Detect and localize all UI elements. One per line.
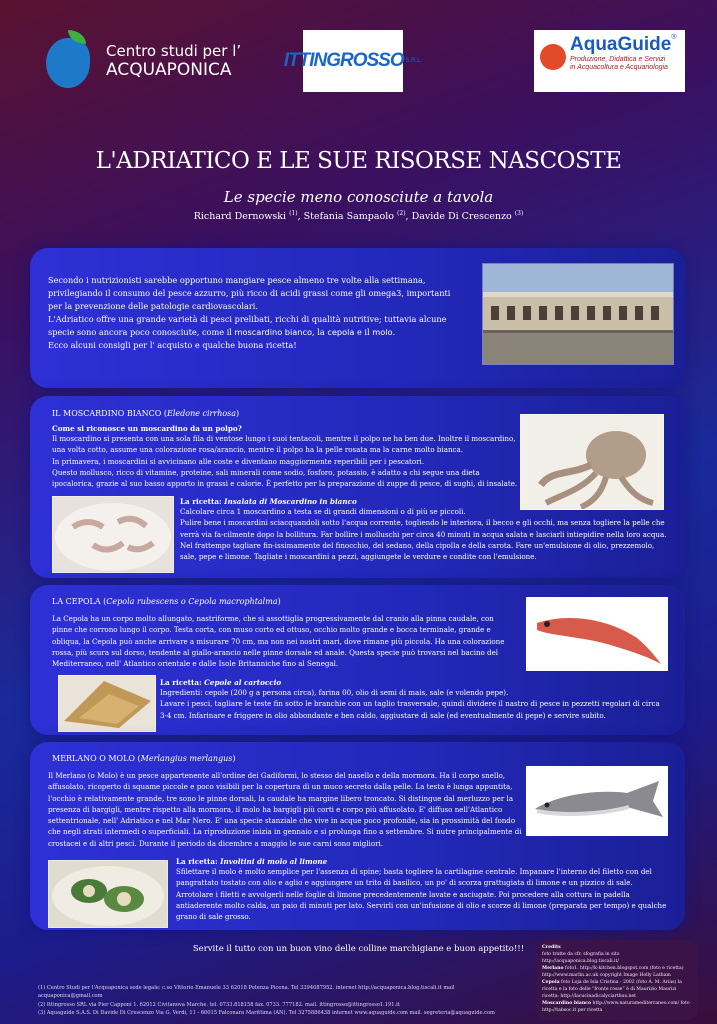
ittingrosso-logo-suffix: S.R.L. xyxy=(405,58,423,64)
aquaguide-tagline-2: in Acquacoltura e Acquariologia xyxy=(570,64,668,71)
ittingrosso-logo xyxy=(283,30,423,92)
cepola-recipe-1: Ingredienti: cepole (200 g a persona circa), farina 00, olio di semi di mais, sale (e volendo pepe). xyxy=(160,688,509,697)
moscardino-recipe xyxy=(180,497,672,562)
centro-logo-line2: ACQUAPONICA xyxy=(106,60,232,80)
credits-2 xyxy=(542,965,692,979)
merlano-recipe-name: Involtini di molo al limone xyxy=(220,857,328,866)
cepola-recipe-2: Lavare i pesci, tagliare le teste fin sotto le branchie con un taglio trasversale, quindi dividere il nastro di pesce in pezzetti regolari di circa 3-4 cm. Infarinare e friggere in olio abbondante e ben caldo, aggiustare di sale (ed eventualmente di pepe) e servire subito. xyxy=(160,699,660,720)
moscardino-recipe-2: Pulire bene i moscardini sciacquandoli sotto l'acqua corrente, togliendo le interiora, il becco e gli occhi, ma senza togliere la pelle che verrà via fa-cilmente dopo la bollitura. Far bollire i molluschi per circa 40 minuti in acqua salata e lasciarli intiepidire nella loro acqua. Nel frattempo tagliare fin-issimamente del finocchio, del sedano, della cipolla e della carota. Fare un'emulsione di olio, prezzemolo, sale, pepe e limone. Tagliate i moscardini a pezzi, aggiungete le verdure e condite con l'emulsione. xyxy=(180,518,667,562)
cepola-panel xyxy=(30,585,685,735)
merlano-photo xyxy=(526,766,668,836)
intro-highlight-cepola: cepola xyxy=(327,327,355,337)
centro-studi-logo xyxy=(40,30,245,92)
merlano-recipe xyxy=(176,857,668,922)
credits-4 xyxy=(542,1000,692,1014)
affiliation-2: (2) Ittingrosso SRL via Pier Capponi 1. 62012 Civitanova Marche. tel. 0733.818158 fax. 0733. 777182. mail. ittingrosso@ittingrosso1.191.it xyxy=(38,1001,400,1008)
moscardino-heading: IL MOSCARDINO BIANCO (Eledone cirrhosa) xyxy=(52,409,240,418)
cepola-title: LA CEPOLA xyxy=(52,597,101,606)
author-2-affiliation: (2) xyxy=(397,210,406,217)
merlano-recipe-text: Sfilettare il molo è molto semplice per l'assenza di spine; basta togliere la cartilagine centrale. Impanare l'interno del filetto con del pangrattato tostato con olio e aglio e aggiungere un trito di basilico, un po' di scorza grattugiata di limone e un pizzico di sale. Arrotolare i filetti e avvolgerli nelle foglie di limone precedentemente lavate e asciugate. Poi procedere alla cottura in padella antiaderente molto calda, un paio di minuti per lato. Servirli con un'infusione di olio e scorze di limone (preparata per tempo) e qualche grano di sale grosso. xyxy=(176,867,667,922)
credits-2-text: foto1. http://k-kitchen.blogspot.com (foto e ricetta) http://www.marlin.ac.uk copyright Image Holly Latham xyxy=(542,966,684,978)
author-1: Richard Dernowski xyxy=(193,211,287,223)
moscardino-recipe-label: La ricetta: xyxy=(180,497,222,506)
moscardino-photo xyxy=(520,414,664,510)
affiliation-3: (3) Aquaguide S.A.S. Di Davide Di Crescenzo Via G. Verdi, 11 - 60015 Falconara Marittima (AN). Tel 3275886438 internet www.aquaguide.com mail. segreteria@aquaguide.com xyxy=(38,1010,495,1017)
merlano-latin-name: Merlangius merlangus xyxy=(140,754,233,763)
fish-drop-icon xyxy=(46,38,90,88)
intro-p2-sep1: , la xyxy=(312,327,328,337)
authors-line: Richard Dernowski $^{(1)}$, Stefania Sampaolo $^{(2)}$, Davide Di Crescenzo $^{(3)}$ xyxy=(193,210,524,223)
credits-4-text: http://www.naturamediterraneo.com/ foto http://tabsoc.it per ricetta xyxy=(542,1001,690,1013)
merlano-recipe-label: La ricetta: xyxy=(176,857,218,866)
intro-highlight-moscardino: moscardino bianco xyxy=(234,327,313,337)
intro-p2-sep2: e il xyxy=(354,327,373,337)
cepola-recipe-title xyxy=(160,678,665,687)
intro-text xyxy=(48,274,466,352)
intro-paragraph-2 xyxy=(48,313,466,339)
author-3: Davide Di Crescenzo xyxy=(411,211,512,223)
intro-highlight-molo: molo xyxy=(372,327,393,337)
credits-title: Credits xyxy=(542,945,561,950)
cepola-heading: LA CEPOLA (Cepola rubescens o Cepola macrophtalma) xyxy=(52,597,281,606)
author-1-affiliation: (1) xyxy=(289,210,298,217)
moscardino-title: IL MOSCARDINO BIANCO xyxy=(52,409,162,418)
fish-market-photo xyxy=(482,263,674,365)
cepola-cartoccio-photo xyxy=(58,675,156,732)
cepola-recipe-name: Cepole al cartoccio xyxy=(204,678,282,687)
closing-line: Servite il tutto con un buon vino delle colline marchigiane e buon appetito!!! xyxy=(192,944,525,954)
moscardino-question: Come si riconosce un moscardino da un polpo? xyxy=(52,424,242,433)
affiliations xyxy=(38,984,508,1018)
cepola-body: La Cepola ha un corpo molto allungato, nastriforme, che si assottiglia progressivamente dal cranio alla pinna caudale, con pinne che corrono lungo il corpo. Testa corta, con muso corto ed ottuso, occhio molto grande e bocca terminale, grande e obliqua, la Cepola può anche arrivare a misurare 70 cm, ma non nei nostri mari, dove rimane più piccola. Ha una colorazione rossa, più scura sul dorso, tendente al giallo-arancio nelle pinne dorsale ed anale. Questa specie può trovarsi nel bacino del Mediterraneo, nell' Atlantico orientale e dalle Isole Britanniche fino al Senegal. xyxy=(52,614,505,669)
intro-p2-start: L'Adriatico offre una grande varietà di pesci prelibati, ricchi di qualità nutritive; tuttavia alcune specie sono ancora poco conosciute, come il xyxy=(48,314,447,337)
credits-2-label: Merlano xyxy=(542,966,564,971)
cepola-latin-name: Cepola rubescens o Cepola macrophtalma xyxy=(106,597,278,606)
aquaguide-registered-mark: ® xyxy=(671,34,677,41)
moscardino-panel xyxy=(30,396,685,578)
centro-logo-line1: Centro studi per l’ xyxy=(106,42,242,60)
moscardino-body-2: In primavera, i moscardini si avvicinano alle coste e diventano maggiormente reperibili per i pescatori. xyxy=(52,456,425,466)
merlano-panel xyxy=(30,742,685,930)
poster-title: L'ADRIATICO E LE SUE RISORSE NASCOSTE xyxy=(95,148,622,174)
moscardino-body xyxy=(52,424,520,489)
credits-1: foto tratte da cfr. sfografia in sito http://acquaponica.blog.tiscali.it/ xyxy=(542,952,620,964)
intro-panel xyxy=(30,248,685,388)
intro-paragraph-3: Ecco alcuni consigli per l' acquisto e qualche buona ricetta! xyxy=(48,340,297,350)
affiliation-1: (1) Centro Studi per l'Acquaponica sede legale: c.so Vittorio Emanuele 33 62018 Potenza Picena. Tel 3394087952. internet http://acquaponica.blog.tiscali.it mail acquaponica@gmail.com xyxy=(38,985,455,1000)
merlano-body: Il Merlano (o Molo) è un pesce appartenente all'ordine dei Gadiformi, lo stesso del nasello e della mormora. Ha il corpo snello, affusolato, ricoperto di squame piccole e poco visibili per la copertura di un muco secreto dalla pelle. La testa è lunga appuntita, l'occhio è relativamente grande, tre sono le pinne dorsali, la caudale ha margine libero troncato. Si distingue dal merluzzo per la presenza di bargigli, mentre rispetto alla mormora, il molo ha bargigli più corti e corpo più affusolato. E' diffuso nell'Atlantico settentrionale, nell' Adriatico e nel Mar Nero. E' una specie stanziale che vive in acque poco profonde, sia in prossimità del fondo che negli strati intermedi o superficiali. La riproduzione inizia in gennaio e si prolunga fino a settembre. Si nutre principalmente di crostacei e di altri pesci. Durante il periodo da dicembre a maggio le sue carni sono migliori. xyxy=(48,771,522,848)
aquaguide-logo xyxy=(534,30,685,92)
moscardino-recipe-title xyxy=(180,497,672,506)
credits-3 xyxy=(542,979,692,1000)
intro-paragraph-1: Secondo i nutrizionisti sarebbe opportuno mangiare pesce almeno tre volte alla settimana, privilegiando il consumo del pesce azzurro, più ricco di acidi grassi come gli omega3, importanti per la prevenzione delle patologie cardiovascolari. xyxy=(48,275,451,311)
aquaguide-logo-text: AquaGuide xyxy=(570,34,672,55)
poster-subtitle: Le specie meno conosciute a tavola xyxy=(223,188,494,206)
cepola-recipe xyxy=(160,678,665,721)
moscardino-recipe-name: Insalata di Moscardino in bianco xyxy=(224,497,357,506)
credits-box xyxy=(536,940,698,1020)
credits-3-label: Cepola xyxy=(542,980,560,985)
author-3-affiliation: (3) xyxy=(514,210,524,217)
aquaguide-tagline-1: Produzione, Didattica e Servizi xyxy=(570,56,666,63)
merlano-recipe-title xyxy=(176,857,668,866)
cepola-recipe-label: La ricetta: xyxy=(160,678,202,687)
moscardino-latin-name: Eledone cirrhosa xyxy=(167,409,237,418)
moscardino-body-1: Il moscardino si presenta con una sola fila di ventose lungo i suoi tentacoli, mentre il polpo ne ha ben due. Inoltre il moscardino, una volta cotto, assume una colorazione rosa/arancio, mentre il polpo ha la pelle rosata ma la carne molto bianca. xyxy=(52,434,516,455)
cepola-photo xyxy=(526,597,668,671)
moscardino-salad-photo xyxy=(52,496,174,573)
moscardino-recipe-1: Calcolare circa 1 moscardino a testa se di grandi dimensioni o di più se piccoli. xyxy=(180,507,466,516)
credits-3-text: foto Loja de Isla Cristina - 2002 (foto A. M. Arias) la ricetta e la foto delle “fronte rosse” è di Maurizio Maurizi ricetta: http://lacucinadicalyciarthus.net xyxy=(542,980,682,999)
moscardino-body-3: Questo mollusco, ricco di vitamine, proteine, sali minerali come sodio, fosforo, potassio, è adatto a chi segue una dieta ipocalorica, grazie al suo basso apporto in grassi e calorie. È perfetto per la preparazione di zuppe di pesce, di sughi, di insalate. xyxy=(52,467,518,489)
ittingrosso-logo-text: ITTINGROSSO xyxy=(283,50,404,71)
merlano-heading: MERLANO O MOLO (Merlangius merlangus) xyxy=(52,754,236,763)
author-2: Stefania Sampaolo xyxy=(303,211,394,223)
intro-p2-end: . xyxy=(392,327,396,337)
merlano-involtini-photo xyxy=(48,860,168,928)
credits-4-label: Moscardino bianco xyxy=(542,1001,592,1006)
crab-icon xyxy=(540,44,566,70)
merlano-title: MERLANO O MOLO xyxy=(52,754,135,763)
